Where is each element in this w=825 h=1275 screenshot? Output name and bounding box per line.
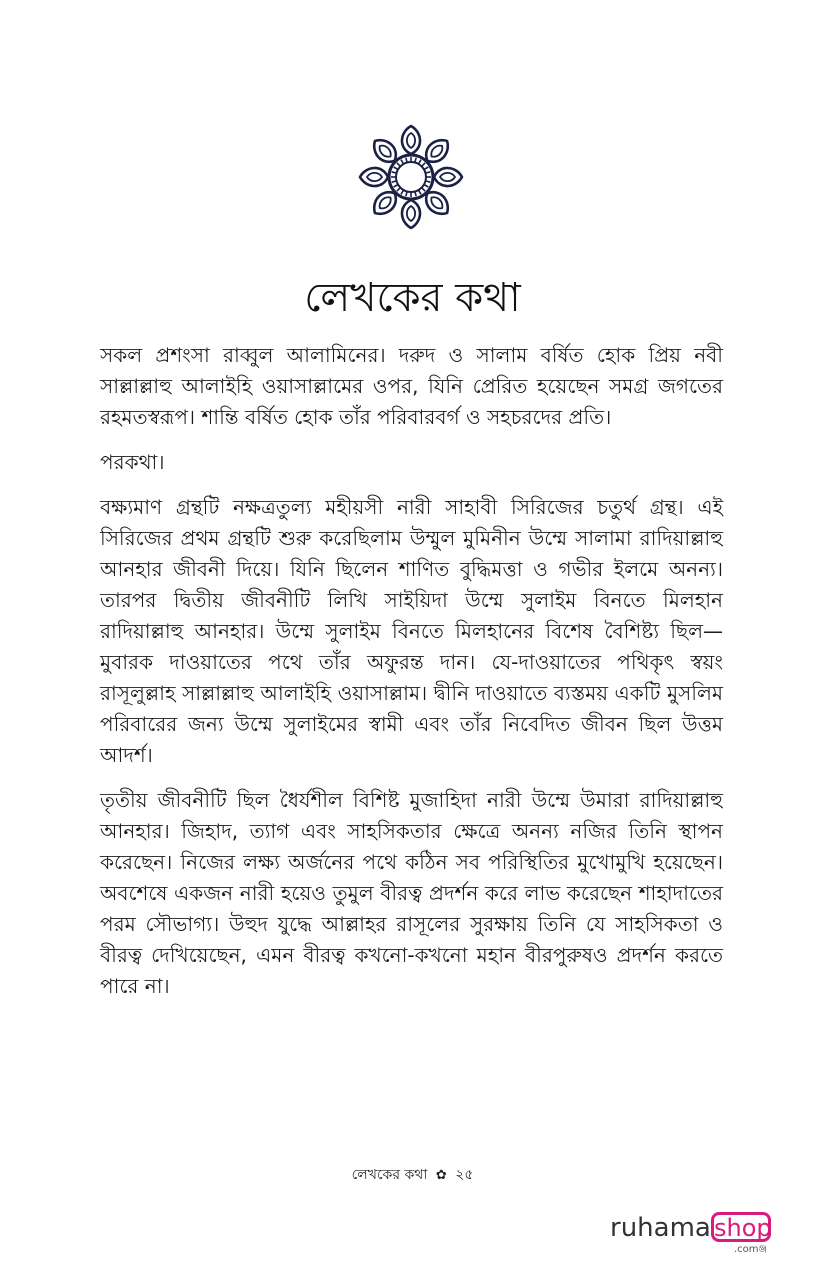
logo-word: ruhama [610,1213,711,1243]
logo-suffix: .comঞ্জ [734,1244,768,1255]
running-title: লেখকের কথা [351,1167,428,1183]
flower-ornament-icon [358,124,464,230]
page-number: ২৫ [455,1167,474,1183]
paragraph: পরকথা। [100,450,165,474]
logo-badge-text: shop [714,1214,772,1242]
page-title: লেখকের কথা [304,275,521,321]
paragraph: তৃতীয় জীবনীটি ছিল ধৈর্যশীল বিশিষ্ট মুজাহিদা নারী উম্মে উমারা রাদিয়াল্লাহু আনহার। জিহাদ, ত্যাগ এবং সাহসিকতার ক্ষেত্রে অনন্য নজির তিনি স্থাপন করেছেন। নিজের লক্ষ্য অর্জনের পথে কঠিন সব পরিস্থিতির মুখোমুখি হয়েছেন। অবশেষে একজন নারী হয়েও তুমুল বীরত্ব প্রদর্শন করে লাভ করেছেন শাহাদাতের পরম সৌভাগ্য। উহুদ যুদ্ধে আল্লাহর রাসূলের সুরক্ষায় তিনি যে সাহসিকতা ও বীরত্ব দেখিয়েছেন, এমন বীরত্ব কখনো-কখনো মহান বীরপুরুষও প্রদর্শন করতে পারে না। [100,788,723,998]
body-text [100,340,723,1016]
paragraph: সকল প্রশংসা রাব্বুল আলামিনের। দরুদ ও সালাম বর্ষিত হোক প্রিয় নবী সাল্লাল্লাহু আলাইহি ওয়াসাল্লামের ওপর, যিনি প্রেরিত হয়েছেন সমগ্র জগতের রহমতস্বরূপ। শান্তি বর্ষিত হোক তাঁর পরিবারবর্গ ও সহচরদের প্রতি। [100,343,723,429]
logo-badge [711,1212,771,1242]
page-footer [0,1163,825,1187]
small-flower-icon: ✿ [435,1168,447,1183]
paragraph: বক্ষ্যমাণ গ্রন্থটি নক্ষত্রতুল্য মহীয়সী নারী সাহাবী সিরিজের চতুর্থ গ্রন্থ। এই সিরিজের প্রথম গ্রন্থটি শুরু করেছিলাম উম্মুল মুমিনীন উম্মে সালামা রাদিয়াল্লাহু আনহার জীবনী দিয়ে। যিনি ছিলেন শাণিত বুদ্ধিমত্তা ও গভীর ইলমে অনন্য। তারপর দ্বিতীয় জীবনীটি লিখি সাইয়িদা উম্মে সুলাইম বিনতে মিলহান রাদিয়াল্লাহু আনহার। উম্মে সুলাইম বিনতে মিলহানের বিশেষ বৈশিষ্ট্য ছিল—মুবারক দাওয়াতের পথে তাঁর অফুরন্ত দান। যে-দাওয়াতের পথিকৃৎ স্বয়ং রাসূলুল্লাহ সাল্লাল্লাহু আলাইহি ওয়াসাল্লাম। দ্বীনি দাওয়াতে ব্যস্তময় একটি মুসলিম পরিবারের জন্য উম্মে সুলাইমের স্বামী এবং তাঁর নিবেদিত জীবন ছিল উত্তম আদর্শ। [100,495,723,767]
